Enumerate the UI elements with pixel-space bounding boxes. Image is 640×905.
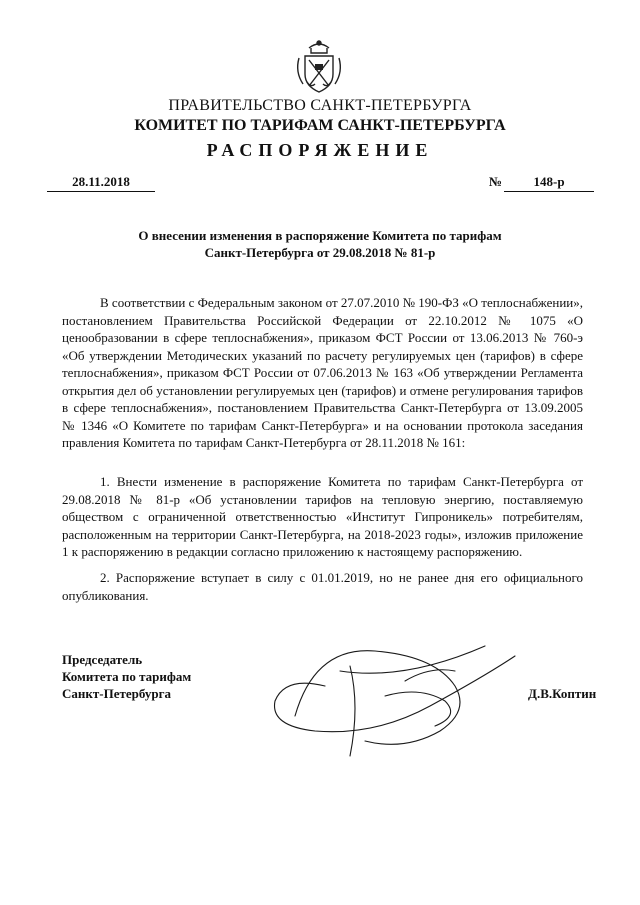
signer-title-line-1: Председатель [62,652,143,667]
clause-2-paragraph: 2. Распоряжение вступает в силу с 01.01.2019, но не ранее дня его официального опубликования. [62,570,583,603]
preamble-paragraph: В соответствии с Федеральным законом от 27.07.2010 № 190-ФЗ «О теплоснабжении», постановлением Правительства Российской Федерации от 22.10.2012 № 1075 «О ценообразовании в сфере теплоснабжения», приказом ФСТ России от 13.06.2013 № 760-э «Об утверждении Методических указаний по расчету регулируемых цен (тарифов) в сфере теплоснабжения», приказом ФСТ России от 07.06.2013 № 163 «Об утверждении Регламента открытия дел об установлении регулируемых цен (тарифов) и отмене регулирования тарифов в сфере теплоснабжения», постановлением Правительства Санкт-Петербурга от 13.09.2005 № 1346 «О Комитете по тарифам Санкт-Петербурга» и на основании протокола заседания правления Комитета по тарифам Санкт-Петербурга от 28.11.2018 № 161: [62,295,583,450]
subject-line-1: О внесении изменения в распоряжение Комитета по тарифам [138,228,502,243]
signer-name: Д.В.Коптин [528,686,597,701]
government-title: ПРАВИТЕЛЬСТВО САНКТ-ПЕТЕРБУРГА [168,97,472,114]
date-value: 28.11.2018 [47,174,155,192]
handwritten-signature [255,626,535,766]
subject-line-2: Санкт-Петербурга от 29.08.2018 № 81-р [204,245,436,260]
clause-1-paragraph: 1. Внести изменение в распоряжение Комитета по тарифам Санкт-Петербурга от 29.08.2018 № 81-р «Об установлении тарифов на тепловую энергию, поставляемую обществом с ограниченной ответственностью «Институт Гипроникель» потребителям, расположенным на территории Санкт-Петербурга, на 2018-2023 годы», изложив приложение 1 к распоряжению в редакции согласно приложению к настоящему распоряжению. [62,474,583,559]
committee-title: КОМИТЕТ ПО ТАРИФАМ САНКТ-ПЕТЕРБУРГА [134,117,506,134]
document-date [47,174,155,192]
document-subject [60,227,580,261]
coat-of-arms-emblem [293,38,345,96]
document-number [489,174,594,192]
signer-title [62,651,191,702]
document-type: РАСПОРЯЖЕНИЕ [206,140,434,160]
number-value: 148-р [504,174,594,192]
signer-title-line-3: Санкт-Петербурга [62,686,171,701]
number-prefix: № [489,174,503,189]
signer-title-line-2: Комитета по тарифам [62,669,192,684]
